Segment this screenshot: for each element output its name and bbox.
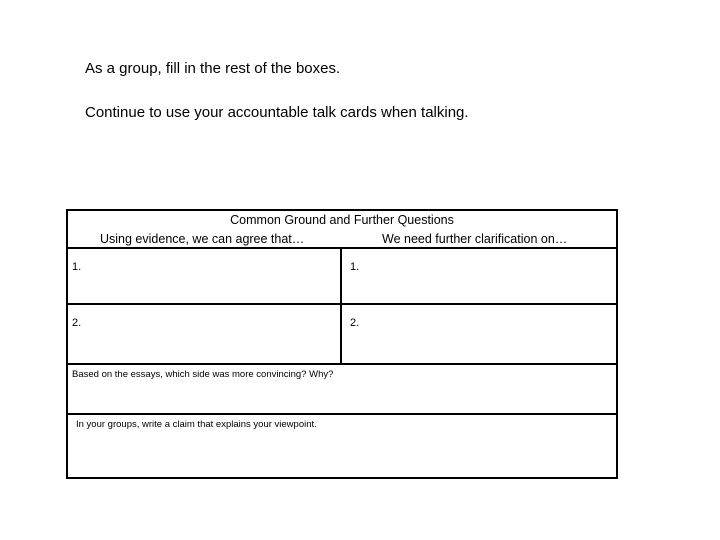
claim-response-box[interactable]	[68, 415, 616, 477]
worksheet-title: Common Ground and Further Questions	[230, 213, 454, 227]
left-column-header: Using evidence, we can agree that…	[100, 232, 305, 246]
clarify-item-number-1: 1.	[350, 261, 360, 273]
essays-prompt: Based on the essays, which side was more convincing? Why?	[72, 369, 334, 380]
agree-item-number-1: 1.	[72, 261, 82, 273]
right-column-header: We need further clarification on…	[382, 232, 568, 246]
agree-cell-1[interactable]	[68, 249, 342, 305]
worksheet-table	[66, 209, 618, 479]
claim-prompt: In your groups, write a claim that explains your viewpoint.	[76, 419, 317, 430]
essays-response-box[interactable]	[68, 365, 616, 415]
clarify-item-number-2: 2.	[350, 317, 360, 329]
instruction-line-1: As a group, fill in the rest of the boxes.	[85, 60, 341, 77]
agree-cell-2[interactable]	[68, 305, 342, 365]
agree-item-number-2: 2.	[72, 317, 82, 329]
clarify-cell-1[interactable]	[342, 249, 616, 305]
worksheet-header	[68, 211, 616, 249]
instruction-line-2: Continue to use your accountable talk cards when talking.	[85, 104, 469, 121]
clarify-cell-2[interactable]	[342, 305, 616, 365]
